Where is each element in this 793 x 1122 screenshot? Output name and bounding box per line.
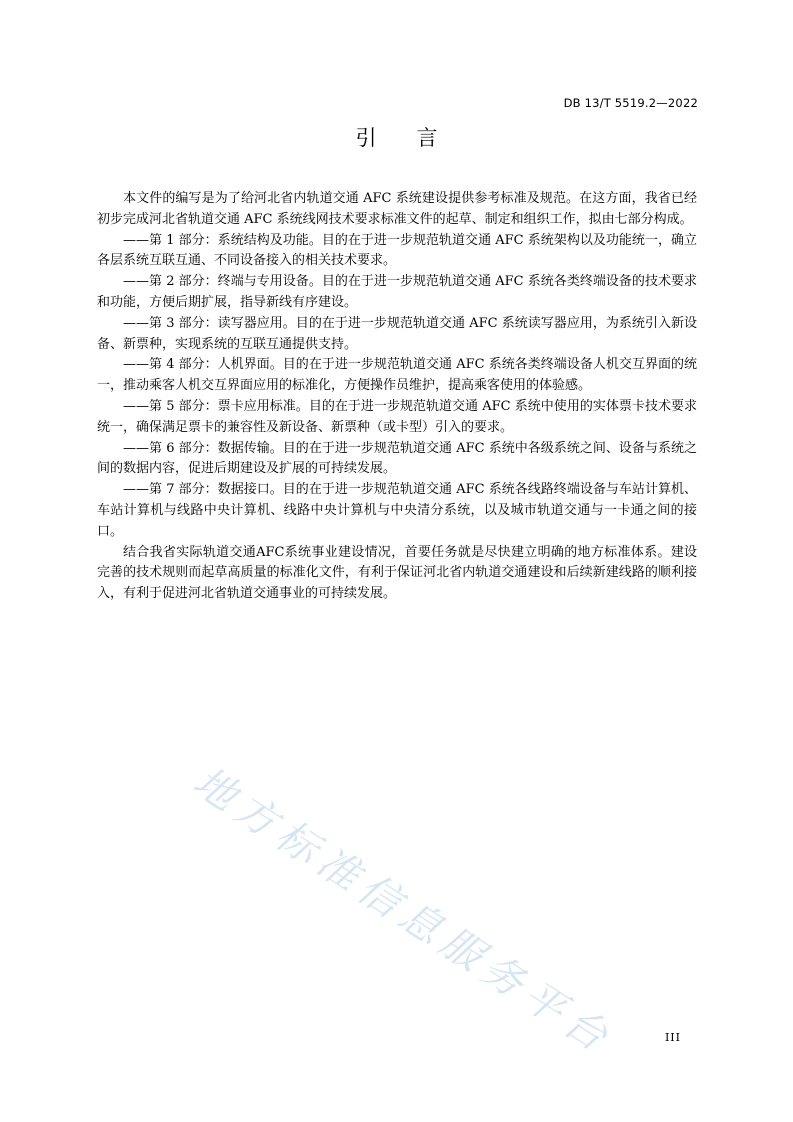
watermark: 地方标准信息服务平台 <box>185 757 623 1065</box>
paragraph-intro: 本文件的编写是为了给河北省内轨道交通 AFC 系统建设提供参考标准及规范。在这方面，我省已经初步完成河北省轨道交通 AFC 系统线网技术要求标准文件的起草、制定和组织工作，拟由七部分构成。 <box>97 191 697 227</box>
paragraph-part-5: ——第 5 部分：票卡应用标准。目的在于进一步规范轨道交通 AFC 系统中使用的实体票卡技术要求统一，确保满足票卡的兼容性及新设备、新票种（或卡型）引入的要求。 <box>97 398 697 435</box>
paragraph-part-1: ——第 1 部分：系统结构及功能。目的在于进一步规范轨道交通 AFC 系统架构以及功能统一，确立各层系统互联互通、不同设备接入的相关技术要求。 <box>97 232 697 269</box>
page-number: III <box>664 1031 681 1044</box>
paragraph-part-6: ——第 6 部分：数据传输。目的在于进一步规范轨道交通 AFC 系统中各级系统之间、设备与系统之间的数据内容，促进后期建设及扩展的可持续发展。 <box>97 440 697 477</box>
paragraph-part-3: ——第 3 部分：读写器应用。目的在于进一步规范轨道交通 AFC 系统读写器应用，为系统引入新设备、新票种，实现系统的互联互通提供支持。 <box>97 315 697 352</box>
paragraph-part-4: ——第 4 部分：人机界面。目的在于进一步规范轨道交通 AFC 系统各类终端设备人机交互界面的统一，推动乘客人机交互界面应用的标准化，方便操作员维护，提高乘客使用的体验感。 <box>97 357 697 394</box>
paragraph-conclusion: 结合我省实际轨道交通AFC系统事业建设情况，首要任务就是尽快建立明确的地方标准体系。建设完善的技术规则而起草高质量的标准化文件，有利于保证河北省内轨道交通建设和后续新建线路的顺利接入，有利于促进河北省轨道交通事业的可持续发展。 <box>97 544 697 602</box>
body-text <box>97 189 697 605</box>
page-title: 引言 <box>355 126 478 150</box>
paragraph-part-2: ——第 2 部分：终端与专用设备。目的在于进一步规范轨道交通 AFC 系统各类终端设备的技术要求和功能，方便后期扩展，指导新线有序建设。 <box>97 274 697 310</box>
document-code: DB 13/T 5519.2—2022 <box>563 96 698 110</box>
paragraph-part-7: ——第 7 部分：数据接口。目的在于进一步规范轨道交通 AFC 系统各线路终端设备与车站计算机、车站计算机与线路中央计算机、线路中央计算机与中央清分系统，以及城市轨道交通与一卡通之间的接口。 <box>97 482 697 539</box>
